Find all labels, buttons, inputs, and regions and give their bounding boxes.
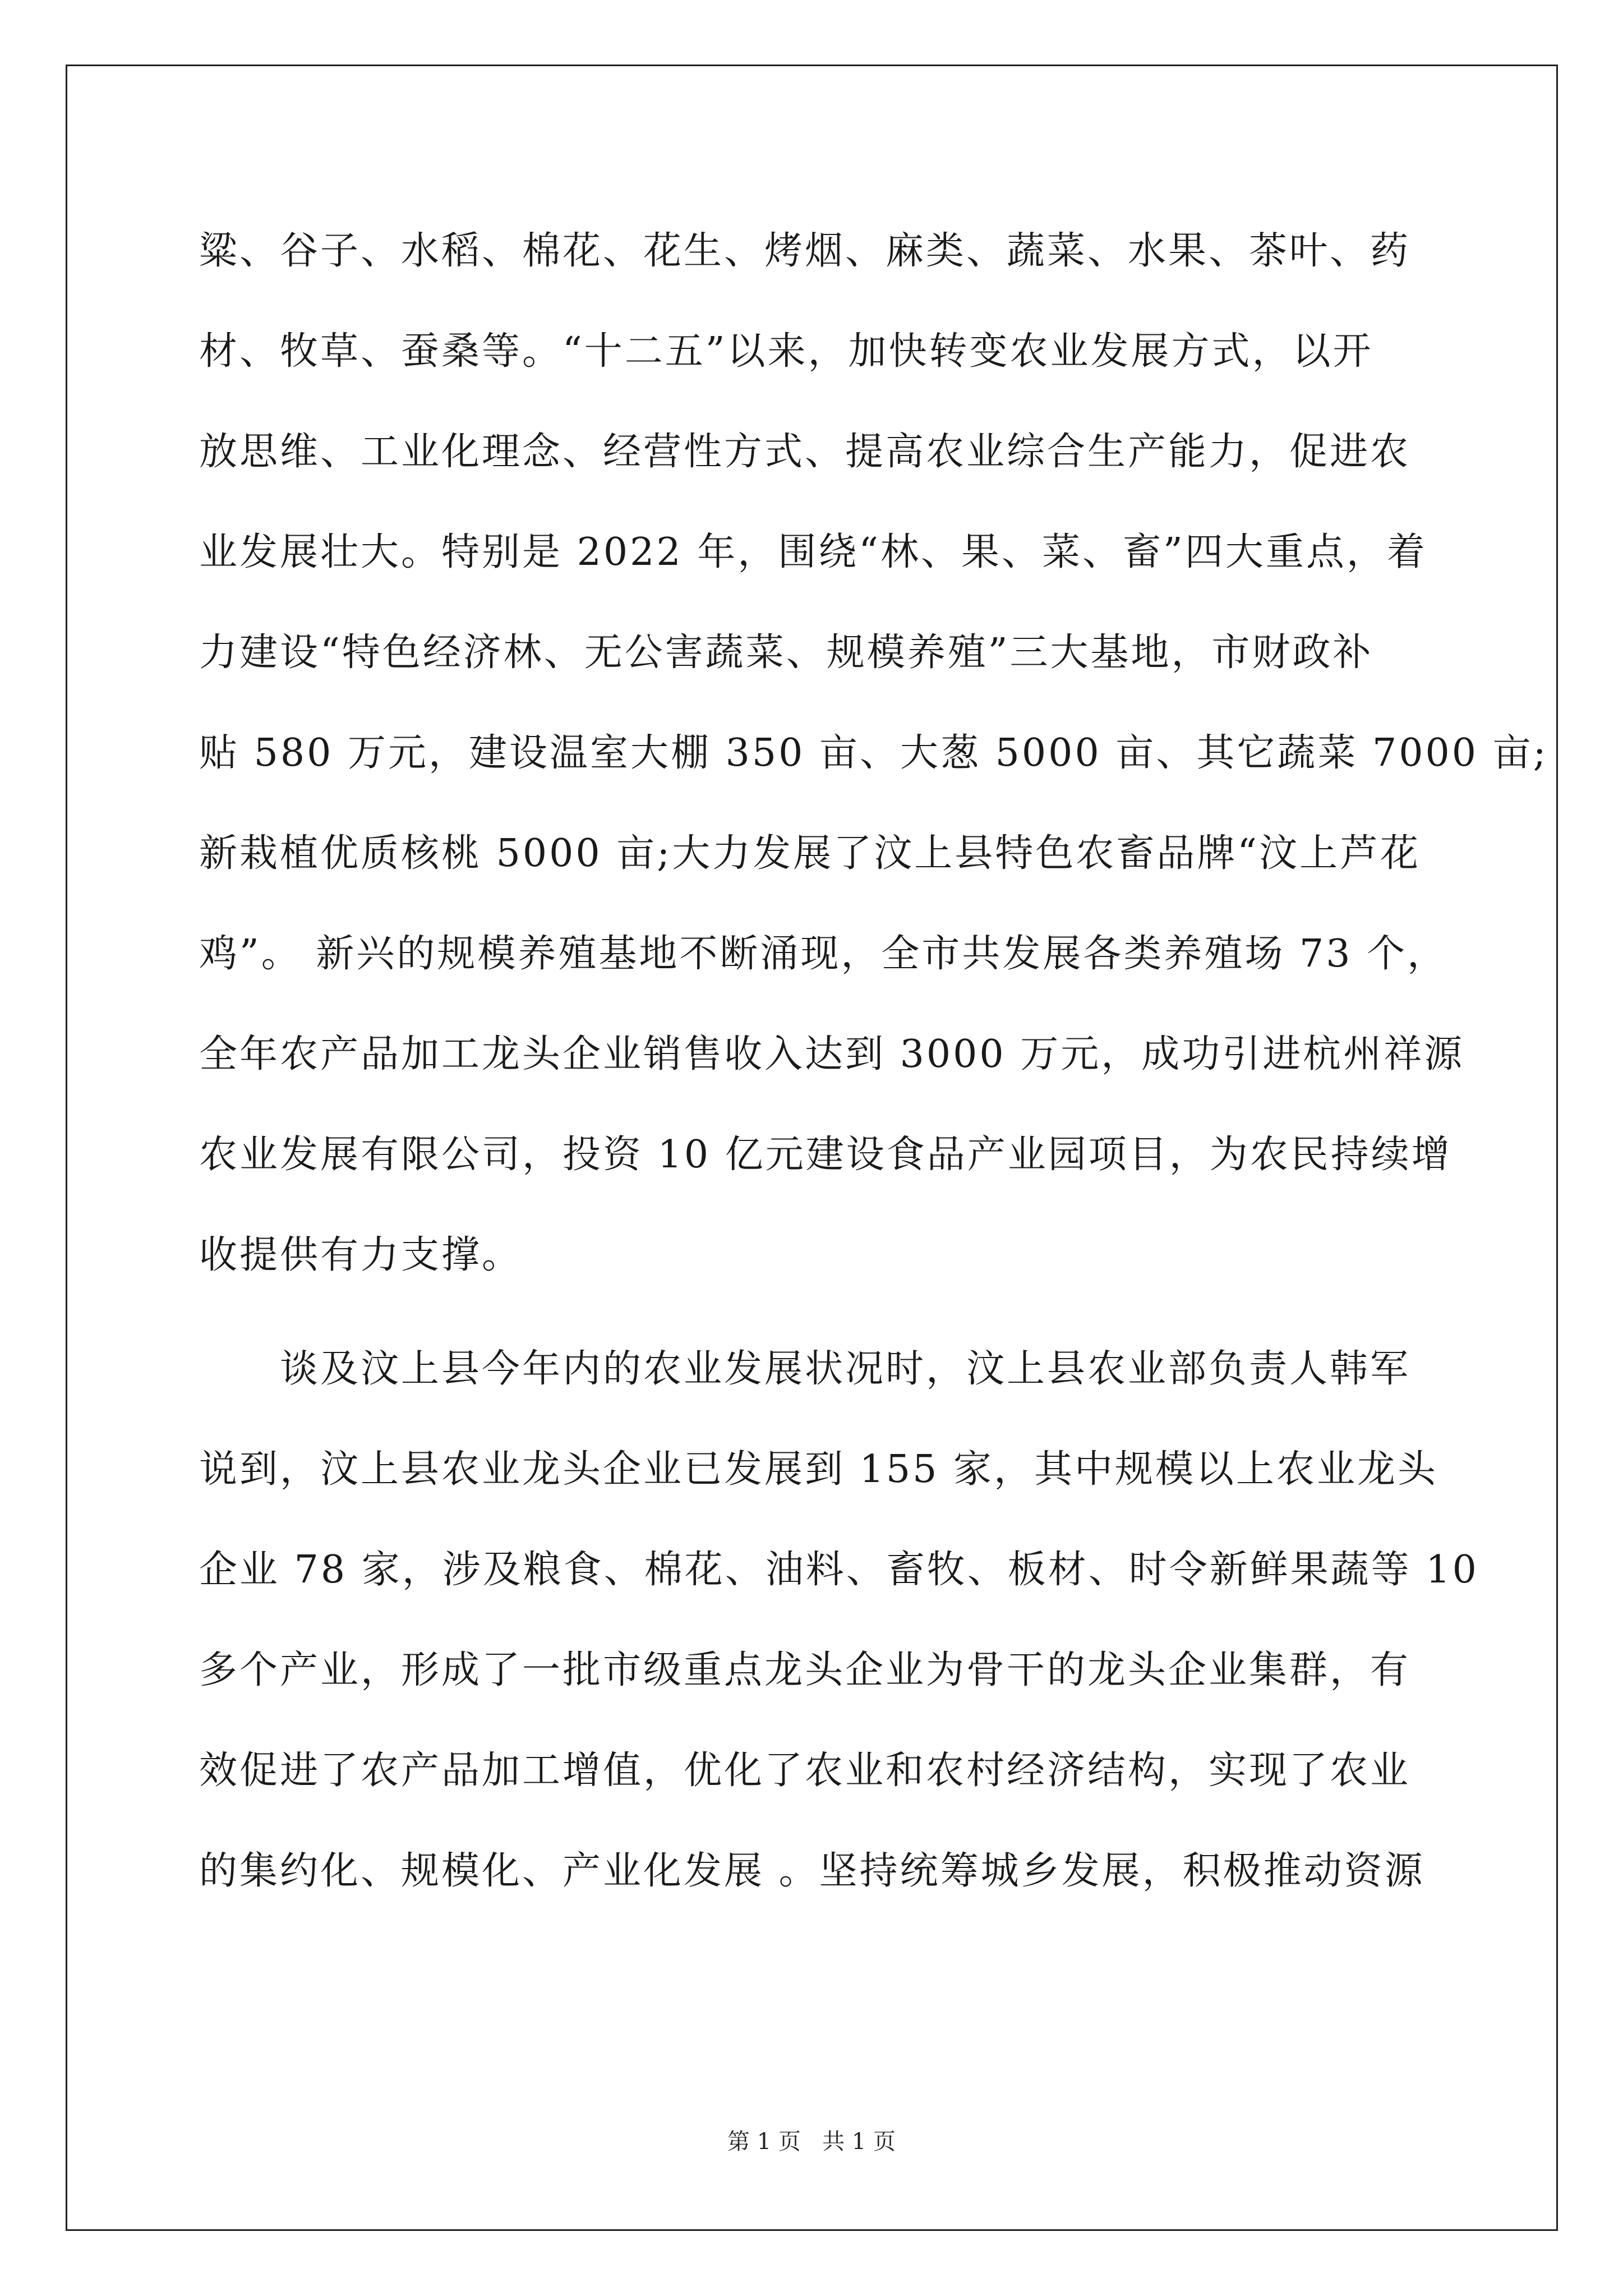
paragraph-spacing bbox=[199, 1305, 1430, 1319]
text-line: 说到，汶上县农业龙头企业已发展到 155 家，其中规模以上农业龙头 bbox=[199, 1447, 1438, 1492]
text-line: 材、牧草、蚕桑等。“十二五”以来，加快转变农业发展方式，以开 bbox=[199, 329, 1373, 374]
text-line: 放思维、工业化理念、经营性方式、提高农业综合生产能力，促进农 bbox=[199, 430, 1411, 474]
text-line: 的集约化、规模化、产业化发展 。坚持统筹城乡发展，积极推动资源 bbox=[199, 1849, 1425, 1893]
text-line: 鸡”。 新兴的规模养殖基地不断涌现，全市共发展各类养殖场 73 个， bbox=[199, 932, 1448, 976]
page-number-footer: 第 1 页 共 1 页 bbox=[727, 2129, 896, 2155]
text-line: 企业 78 家，涉及粮食、棉花、油料、畜牧、板材、时令新鲜果蔬等 10 bbox=[199, 1548, 1479, 1592]
text-line: 业发展壮大。特别是 2022 年，围绕“林、果、菜、畜”四大重点，着 bbox=[199, 530, 1427, 574]
text-line: 力建设“特色经济林、无公害蔬菜、规模养殖”三大基地，市财政补 bbox=[199, 631, 1373, 675]
text-line: 贴 580 万元，建设温室大棚 350 亩、大葱 5000 亩、其它蔬菜 7000 亩; bbox=[199, 731, 1548, 775]
text-line: 全年农产品加工龙头企业销售收入达到 3000 万元，成功引进杭州祥源 bbox=[199, 1032, 1465, 1076]
text-line: 效促进了农产品加工增值，优化了农业和农村经济结构，实现了农业 bbox=[199, 1749, 1411, 1793]
text-line: 粱、谷子、水稻、棉花、花生、烤烟、麻类、蔬菜、水果、茶叶、药 bbox=[199, 229, 1411, 273]
text-line: 谈及汶上县今年内的农业发展状况时，汶上县农业部负责人韩军 bbox=[199, 1347, 1411, 1391]
text-line: 多个产业，形成了一批市级重点龙头企业为骨干的龙头企业集群，有 bbox=[199, 1648, 1411, 1692]
paragraph-2 bbox=[199, 1319, 1479, 1921]
text-line: 收提供有力支撑。 bbox=[199, 1233, 523, 1277]
text-line: 农业发展有限公司，投资 10 亿元建设食品产业园项目，为农民持续增 bbox=[199, 1133, 1452, 1177]
text-line: 新栽植优质核桃 5000 亩;大力发展了汶上县特色农畜品牌“汶上芦花 bbox=[199, 831, 1421, 876]
document-body bbox=[199, 201, 1548, 1921]
paragraph-1 bbox=[199, 201, 1548, 1305]
